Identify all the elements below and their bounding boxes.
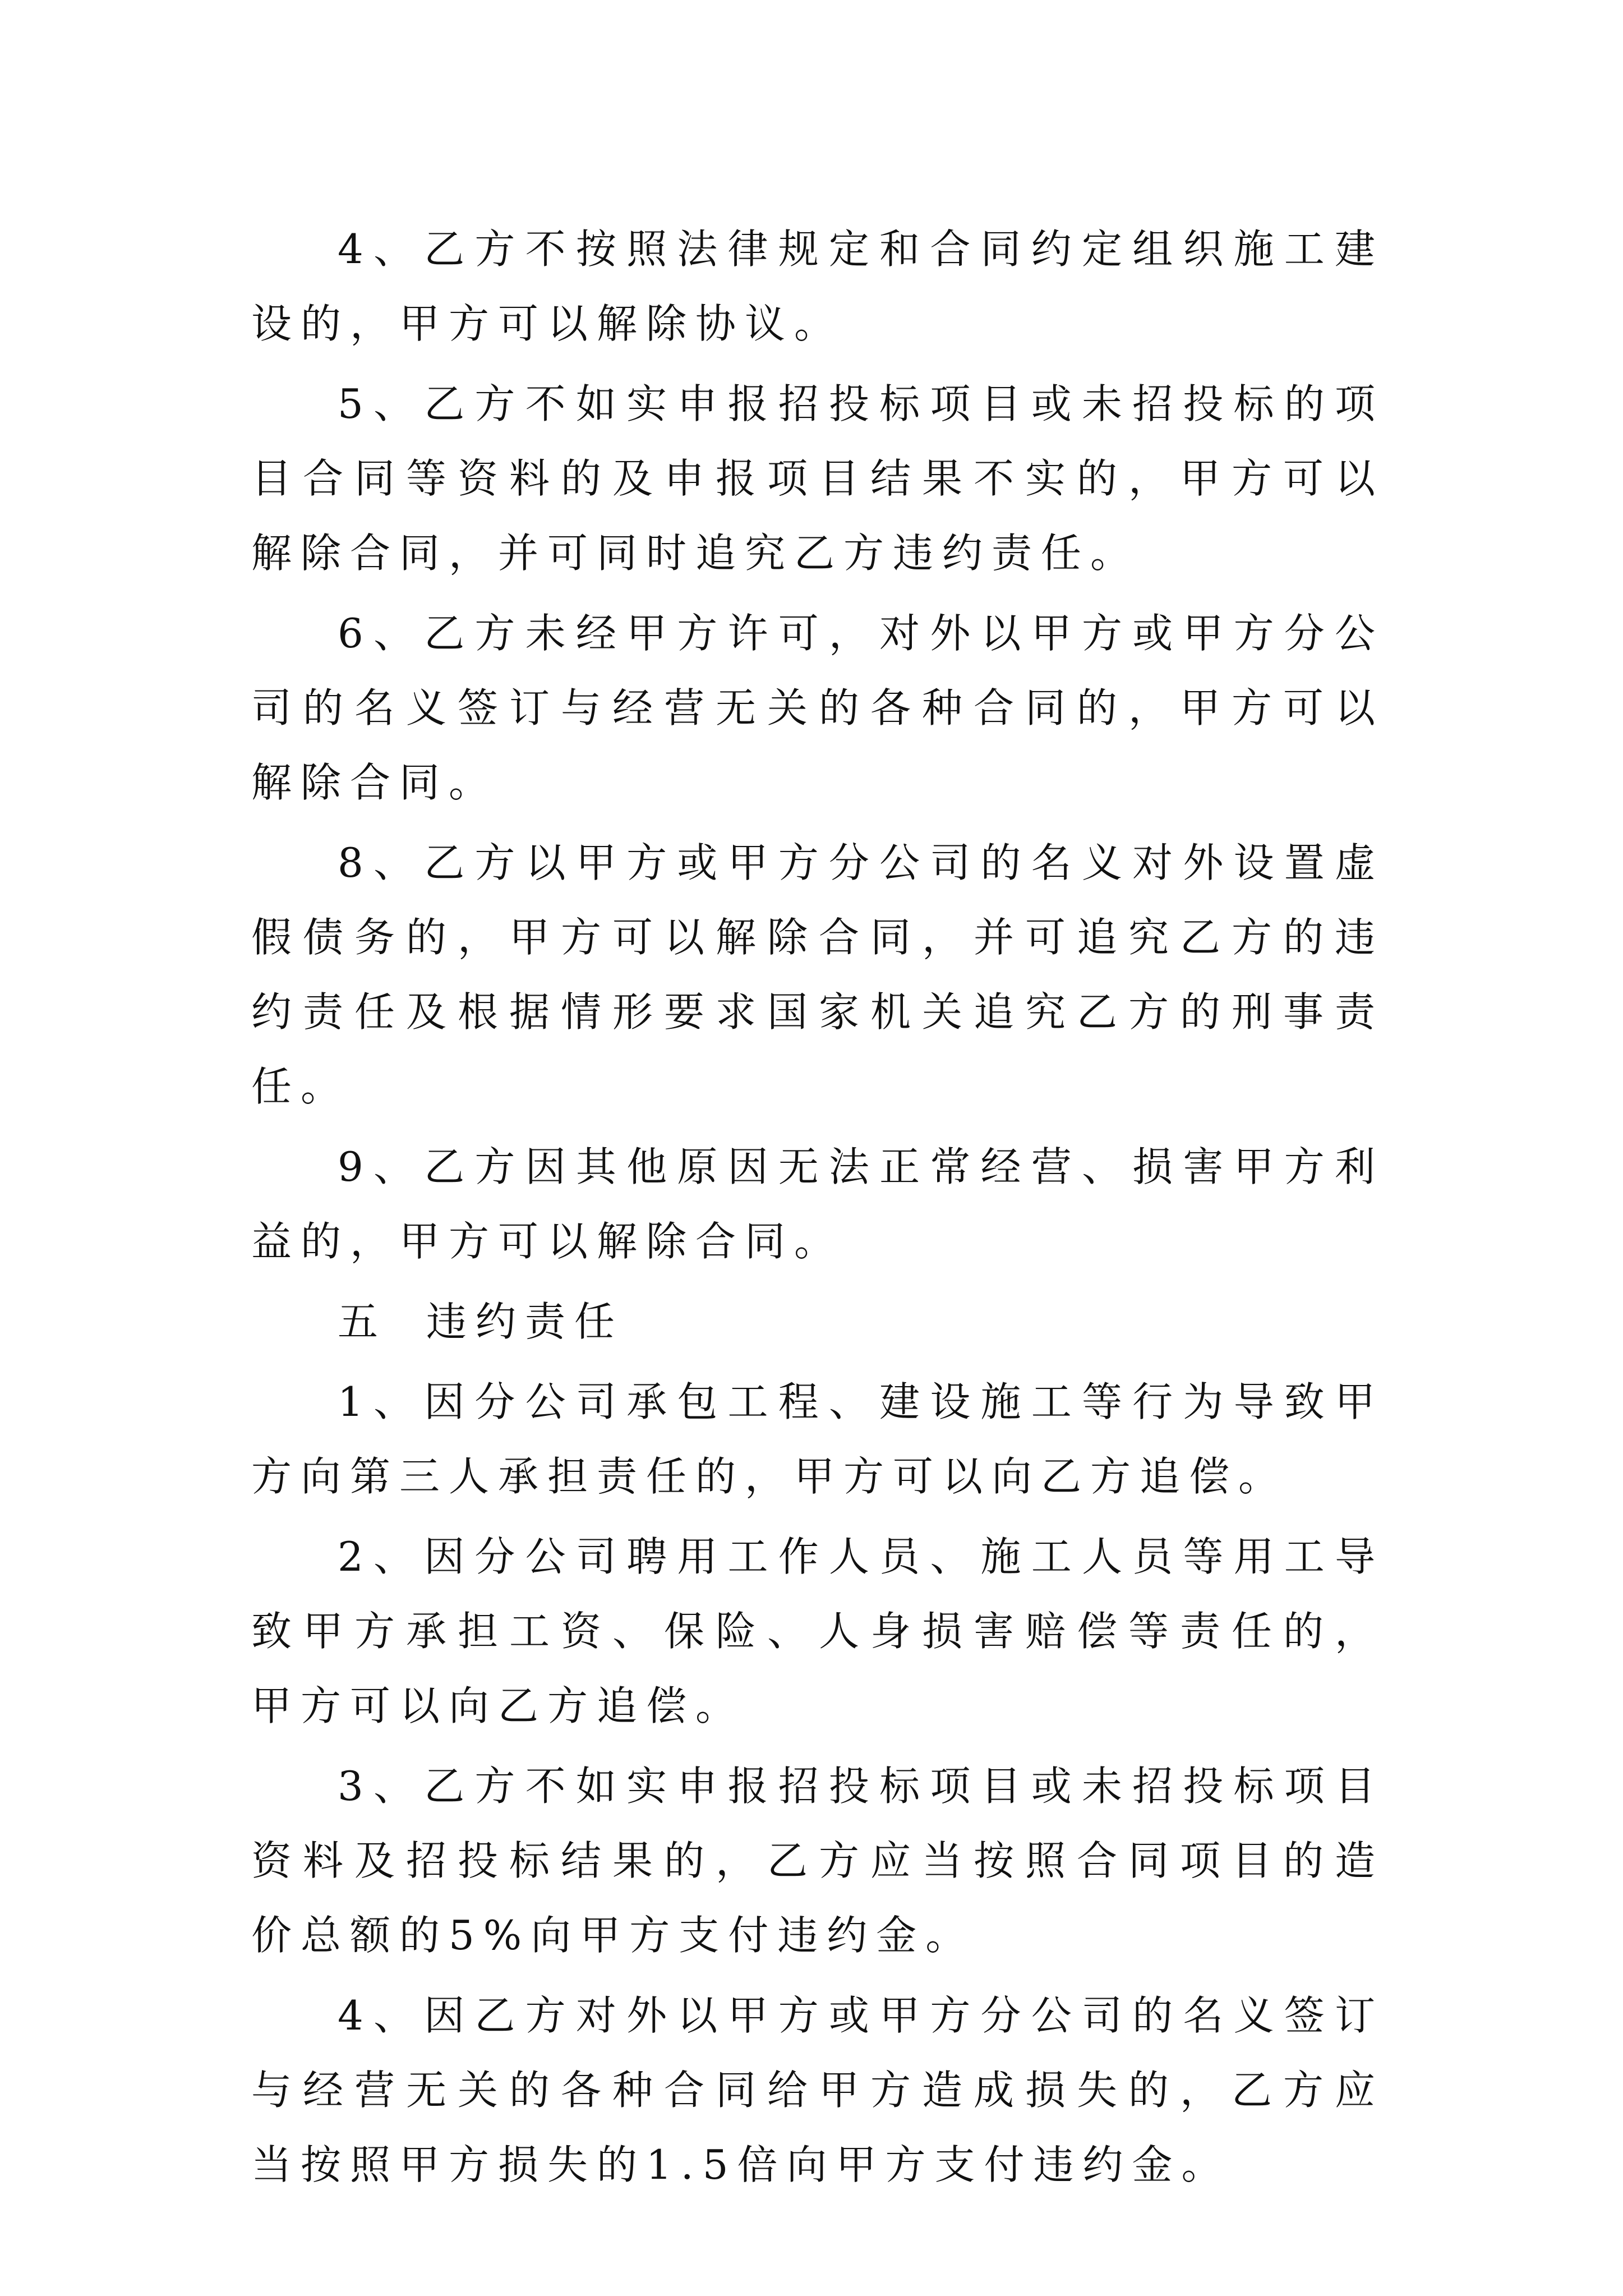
section-heading — [251, 1285, 1384, 1359]
section-title: 违约责任 — [426, 1298, 624, 1345]
clause-paragraph: 2、因分公司聘用工作人员、施工人员等用工导致甲方承担工资、保险、人身损害赔偿等责任的，甲方可以向乙方追偿。 — [251, 1533, 1384, 1729]
clause-paragraph: 3、乙方不如实申报招投标项目或未招投标项目资料及招投标结果的，乙方应当按照合同项目的造价总额的5%向甲方支付违约金。 — [251, 1763, 1384, 1959]
section-number: 五 — [338, 1298, 388, 1345]
clause-paragraph: 4、因乙方对外以甲方或甲方分公司的名义签订与经营无关的各种合同给甲方造成损失的，乙方应当按照甲方损失的1.5倍向甲方支付违约金。 — [251, 1992, 1384, 2188]
clause-paragraph: 1、因分公司承包工程、建设施工等行为导致甲方向第三人承担责任的，甲方可以向乙方追偿。 — [251, 1378, 1384, 1500]
document-body — [251, 212, 1384, 2208]
clause-paragraph: 4、乙方不按照法律规定和合同约定组织施工建设的，甲方可以解除协议。 — [251, 226, 1384, 347]
clause-paragraph: 8、乙方以甲方或甲方分公司的名义对外设置虚假债务的，甲方可以解除合同，并可追究乙方的违约责任及根据情形要求国家机关追究乙方的刑事责任。 — [251, 839, 1384, 1110]
clause-paragraph: 5、乙方不如实申报招投标项目或未招投标的项目合同等资料的及申报项目结果不实的，甲方可以解除合同，并可同时追究乙方违约责任。 — [251, 380, 1384, 577]
clause-paragraph: 6、乙方未经甲方许可，对外以甲方或甲方分公司的名义签订与经营无关的各种合同的，甲方可以解除合同。 — [251, 610, 1384, 806]
clause-paragraph: 9、乙方因其他原因无法正常经营、损害甲方利益的，甲方可以解除合同。 — [251, 1143, 1384, 1265]
